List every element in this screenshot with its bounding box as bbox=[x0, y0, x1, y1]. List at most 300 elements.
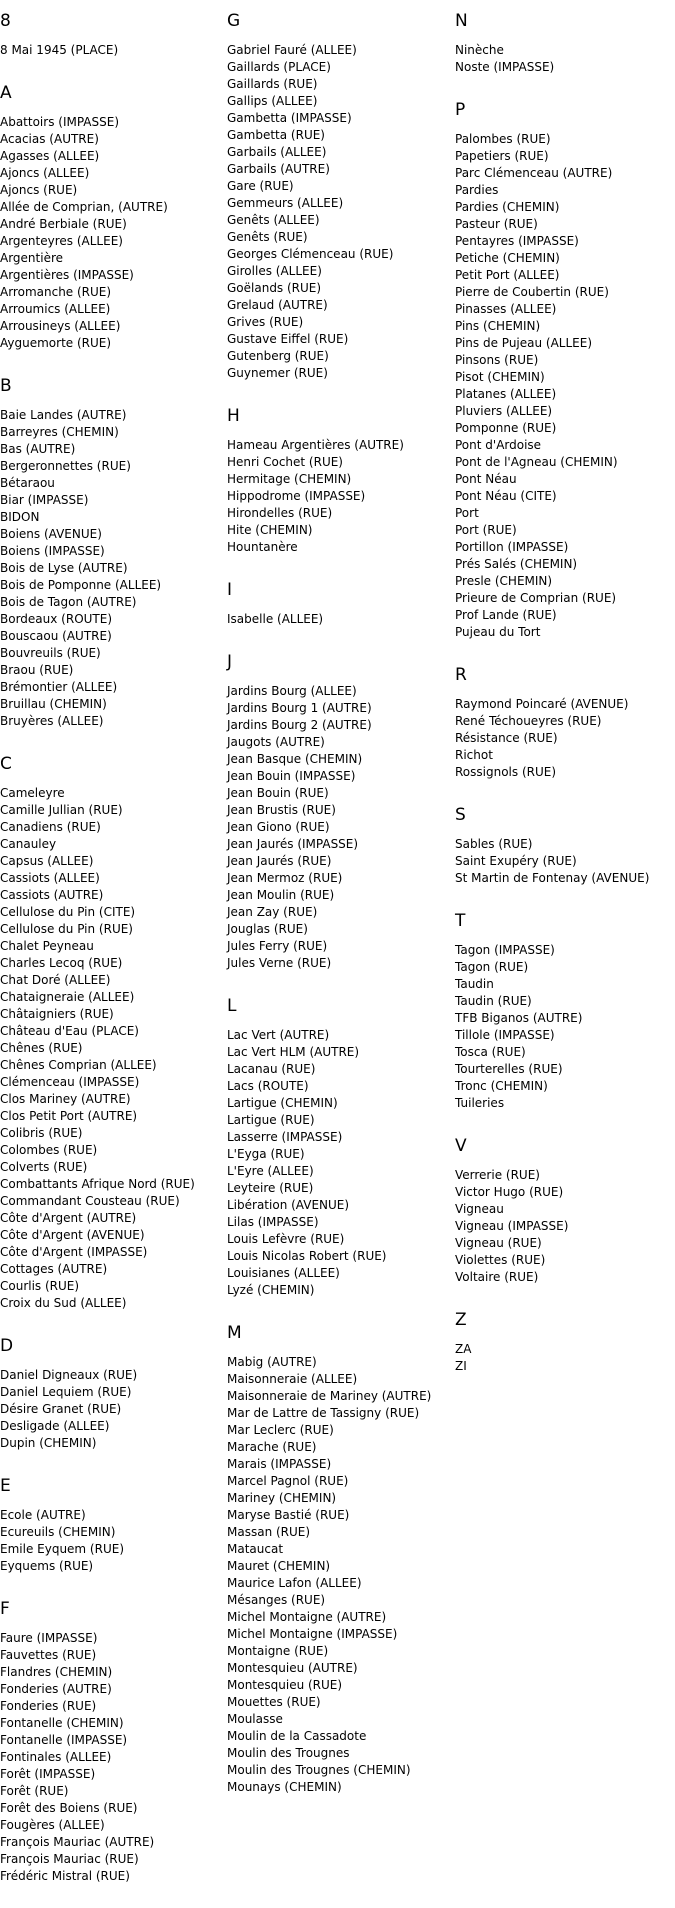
street-link[interactable]: Lasserre (IMPASSE) bbox=[227, 1130, 343, 1144]
street-link[interactable]: René Téchoueyres (RUE) bbox=[455, 714, 602, 728]
street-link[interactable]: Forêt (IMPASSE) bbox=[0, 1767, 96, 1781]
street-link[interactable]: Jean Brustis (RUE) bbox=[227, 803, 336, 817]
street-link[interactable]: Forêt (RUE) bbox=[0, 1784, 69, 1798]
street-link[interactable]: Lacanau (RUE) bbox=[227, 1062, 316, 1076]
street-link[interactable]: Port bbox=[455, 506, 479, 520]
street-link[interactable]: Jules Verne (RUE) bbox=[227, 956, 332, 970]
street-link[interactable]: Résistance (RUE) bbox=[455, 731, 558, 745]
street-link[interactable]: André Berbiale (RUE) bbox=[0, 217, 127, 231]
street-link[interactable]: Faure (IMPASSE) bbox=[0, 1631, 98, 1645]
street-entry bbox=[455, 335, 675, 352]
street-link[interactable]: Jardins Bourg 1 (AUTRE) bbox=[227, 701, 372, 715]
street-entry bbox=[227, 1677, 447, 1694]
street-entry bbox=[0, 1261, 220, 1278]
street-entry bbox=[227, 280, 447, 297]
street-link[interactable]: Grelaud (AUTRE) bbox=[227, 298, 328, 312]
street-link[interactable]: Raymond Poincaré (AVENUE) bbox=[455, 697, 629, 711]
street-link[interactable]: Biar (IMPASSE) bbox=[0, 493, 89, 507]
street-link[interactable]: Garbails (ALLEE) bbox=[227, 145, 327, 159]
letter-heading: P bbox=[455, 100, 466, 120]
street-link[interactable]: Ajoncs (ALLEE) bbox=[0, 166, 90, 180]
street-link[interactable]: Vigneau (RUE) bbox=[455, 1236, 542, 1250]
street-link[interactable]: ZI bbox=[455, 1359, 467, 1373]
street-link[interactable]: Pujeau du Tort bbox=[455, 625, 541, 639]
street-link[interactable]: Jardins Bourg 2 (AUTRE) bbox=[227, 718, 372, 732]
street-link[interactable]: Pont Néau (CITE) bbox=[455, 489, 557, 503]
street-entry bbox=[227, 1078, 447, 1095]
street-link[interactable]: Maisonneraie (ALLEE) bbox=[227, 1372, 358, 1386]
street-link[interactable]: Côte d'Argent (AVENUE) bbox=[0, 1228, 145, 1242]
street-link[interactable]: Bois de Lyse (AUTRE) bbox=[0, 561, 128, 575]
street-link[interactable]: Côte d'Argent (IMPASSE) bbox=[0, 1245, 148, 1259]
street-entry bbox=[0, 904, 220, 921]
street-link[interactable]: Boiens (AVENUE) bbox=[0, 527, 102, 541]
street-entry bbox=[0, 1749, 220, 1766]
letter-heading: G bbox=[227, 11, 241, 31]
street-list bbox=[0, 785, 220, 1312]
street-link[interactable]: Vigneau (IMPASSE) bbox=[455, 1219, 569, 1233]
street-entry bbox=[227, 1507, 447, 1524]
street-entry bbox=[227, 1112, 447, 1129]
letter-heading: I bbox=[227, 580, 233, 600]
street-link[interactable]: Daniel Lequiem (RUE) bbox=[0, 1385, 132, 1399]
street-link[interactable]: Port (RUE) bbox=[455, 523, 517, 537]
street-entry bbox=[227, 802, 447, 819]
street-link[interactable]: Hermitage (CHEMIN) bbox=[227, 472, 352, 486]
street-link[interactable]: Marais (IMPASSE) bbox=[227, 1457, 332, 1471]
street-link[interactable]: Lacs (ROUTE) bbox=[227, 1079, 309, 1093]
street-link[interactable]: Gabriel Fauré (ALLEE) bbox=[227, 43, 357, 57]
street-link[interactable]: Fontinales (ALLEE) bbox=[0, 1750, 112, 1764]
street-link[interactable]: Jean Zay (RUE) bbox=[227, 905, 318, 919]
street-link[interactable]: Baie Landes (AUTRE) bbox=[0, 408, 127, 422]
street-link[interactable]: Taudin bbox=[455, 977, 494, 991]
street-entry bbox=[0, 233, 220, 250]
street-link[interactable]: Jardins Bourg (ALLEE) bbox=[227, 684, 357, 698]
street-link[interactable]: Colibris (RUE) bbox=[0, 1126, 83, 1140]
street-link[interactable]: Chataigneraie (ALLEE) bbox=[0, 990, 135, 1004]
street-link[interactable]: Pont d'Ardoise bbox=[455, 438, 542, 452]
street-entry bbox=[227, 700, 447, 717]
street-link[interactable]: Mounays (CHEMIN) bbox=[227, 1780, 342, 1794]
street-link[interactable]: St Martin de Fontenay (AVENUE) bbox=[455, 871, 650, 885]
street-link[interactable]: Violettes (RUE) bbox=[455, 1253, 546, 1267]
street-entry bbox=[0, 131, 220, 148]
street-list bbox=[227, 437, 447, 556]
street-link[interactable]: Bouvreuils (RUE) bbox=[0, 646, 101, 660]
street-link[interactable]: Hountanère bbox=[227, 540, 298, 554]
street-link[interactable]: Pinsons (RUE) bbox=[455, 353, 539, 367]
street-link[interactable]: Prieure de Comprian (RUE) bbox=[455, 591, 617, 605]
street-entry bbox=[0, 1630, 220, 1647]
street-entry bbox=[227, 904, 447, 921]
street-entry bbox=[455, 730, 675, 747]
street-link[interactable]: Fauvettes (RUE) bbox=[0, 1648, 97, 1662]
street-link[interactable]: Mésanges (RUE) bbox=[227, 1593, 326, 1607]
street-entry bbox=[227, 1541, 447, 1558]
street-link[interactable]: Fougères (ALLEE) bbox=[0, 1818, 105, 1832]
street-link[interactable]: Gaillards (RUE) bbox=[227, 77, 318, 91]
street-entry bbox=[455, 1184, 675, 1201]
street-link[interactable]: Boiens (IMPASSE) bbox=[0, 544, 105, 558]
street-link[interactable]: Arroumics (ALLEE) bbox=[0, 302, 111, 316]
street-link[interactable]: Jean Jaurés (IMPASSE) bbox=[227, 837, 359, 851]
street-link[interactable]: Richot bbox=[455, 748, 493, 762]
street-link[interactable]: Mariney (CHEMIN) bbox=[227, 1491, 337, 1505]
street-link[interactable]: Pasteur (RUE) bbox=[455, 217, 538, 231]
street-entry bbox=[227, 1265, 447, 1282]
street-link[interactable]: Mar de Lattre de Tassigny (RUE) bbox=[227, 1406, 420, 1420]
street-link[interactable]: Désire Granet (RUE) bbox=[0, 1402, 122, 1416]
street-link[interactable]: Brémontier (ALLEE) bbox=[0, 680, 118, 694]
street-link[interactable]: Côte d'Argent (AUTRE) bbox=[0, 1211, 137, 1225]
street-link[interactable]: Ajoncs (RUE) bbox=[0, 183, 78, 197]
street-link[interactable]: Saint Exupéry (RUE) bbox=[455, 854, 577, 868]
street-entry bbox=[227, 246, 447, 263]
street-link[interactable]: Arrousineys (ALLEE) bbox=[0, 319, 121, 333]
street-link[interactable]: Leyteire (RUE) bbox=[227, 1181, 314, 1195]
street-link[interactable]: Bruillau (CHEMIN) bbox=[0, 697, 107, 711]
street-link[interactable]: Bordeaux (ROUTE) bbox=[0, 612, 113, 626]
street-link[interactable]: Pardies (CHEMIN) bbox=[455, 200, 560, 214]
street-link[interactable]: Fonderies (RUE) bbox=[0, 1699, 97, 1713]
street-link[interactable]: Fonderies (AUTRE) bbox=[0, 1682, 112, 1696]
street-link[interactable]: ZA bbox=[455, 1342, 472, 1356]
street-link[interactable]: Jean Bouin (IMPASSE) bbox=[227, 769, 356, 783]
street-entry bbox=[0, 1766, 220, 1783]
street-link[interactable]: Tillole (IMPASSE) bbox=[455, 1028, 555, 1042]
street-link[interactable]: Jean Moulin (RUE) bbox=[227, 888, 335, 902]
street-link[interactable]: Barreyres (CHEMIN) bbox=[0, 425, 119, 439]
street-link[interactable]: Vigneau bbox=[455, 1202, 504, 1216]
street-link[interactable]: Pins de Pujeau (ALLEE) bbox=[455, 336, 593, 350]
street-list bbox=[0, 114, 220, 352]
street-list bbox=[0, 1507, 220, 1575]
street-link[interactable]: Pinasses (ALLEE) bbox=[455, 302, 557, 316]
street-link[interactable]: Guynemer (RUE) bbox=[227, 366, 328, 380]
street-link[interactable]: Georges Clémenceau (RUE) bbox=[227, 247, 394, 261]
letter-group bbox=[455, 1135, 675, 1286]
street-link[interactable]: Fontanelle (CHEMIN) bbox=[0, 1716, 124, 1730]
street-link[interactable]: Canadiens (RUE) bbox=[0, 820, 101, 834]
street-link[interactable]: Bas (AUTRE) bbox=[0, 442, 76, 456]
street-link[interactable]: Tourterelles (RUE) bbox=[455, 1062, 563, 1076]
street-link[interactable]: Tronc (CHEMIN) bbox=[455, 1079, 548, 1093]
street-link[interactable]: Croix du Sud (ALLEE) bbox=[0, 1296, 127, 1310]
street-link[interactable]: Pisot (CHEMIN) bbox=[455, 370, 545, 384]
street-link[interactable]: Argentières (IMPASSE) bbox=[0, 268, 134, 282]
street-link[interactable]: L'Eyga (RUE) bbox=[227, 1147, 305, 1161]
street-link[interactable]: Verrerie (RUE) bbox=[455, 1168, 540, 1182]
street-list bbox=[0, 42, 220, 59]
street-link[interactable]: Bergeronnettes (RUE) bbox=[0, 459, 131, 473]
street-entry bbox=[0, 1227, 220, 1244]
street-entry bbox=[0, 148, 220, 165]
street-link[interactable]: Moulasse bbox=[227, 1712, 283, 1726]
street-link[interactable]: Acacias (AUTRE) bbox=[0, 132, 99, 146]
street-entry bbox=[227, 1248, 447, 1265]
street-link[interactable]: Montesquieu (RUE) bbox=[227, 1678, 343, 1692]
street-link[interactable]: Charles Lecoq (RUE) bbox=[0, 956, 123, 970]
street-link[interactable]: Colverts (RUE) bbox=[0, 1160, 88, 1174]
street-link[interactable]: Courlis (RUE) bbox=[0, 1279, 80, 1293]
street-link[interactable]: Petiche (CHEMIN) bbox=[455, 251, 560, 265]
street-link[interactable]: Moulin des Trougnes bbox=[227, 1746, 350, 1760]
street-link[interactable]: Argenteyres (ALLEE) bbox=[0, 234, 123, 248]
street-link[interactable]: Voltaire (RUE) bbox=[455, 1270, 539, 1284]
street-link[interactable]: Libération (AVENUE) bbox=[227, 1198, 350, 1212]
street-link[interactable]: Fontanelle (IMPASSE) bbox=[0, 1733, 128, 1747]
street-link[interactable]: Jean Jaurés (RUE) bbox=[227, 854, 332, 868]
street-link[interactable]: Lilas (IMPASSE) bbox=[227, 1215, 319, 1229]
street-link[interactable]: Colombes (RUE) bbox=[0, 1143, 98, 1157]
street-entry bbox=[0, 989, 220, 1006]
street-link[interactable]: Gustave Eiffel (RUE) bbox=[227, 332, 349, 346]
street-link[interactable]: Maisonneraie de Mariney (AUTRE) bbox=[227, 1389, 432, 1403]
street-link[interactable]: Cameleyre bbox=[0, 786, 65, 800]
street-link[interactable]: Eyquems (RUE) bbox=[0, 1559, 94, 1573]
street-link[interactable]: Jean Basque (CHEMIN) bbox=[227, 752, 363, 766]
street-link[interactable]: Emile Eyquem (RUE) bbox=[0, 1542, 124, 1556]
street-link[interactable]: Camille Jullian (RUE) bbox=[0, 803, 123, 817]
street-link[interactable]: Rossignols (RUE) bbox=[455, 765, 557, 779]
street-link[interactable]: Louisianes (ALLEE) bbox=[227, 1266, 340, 1280]
street-link[interactable]: Petit Port (ALLEE) bbox=[455, 268, 560, 282]
street-link[interactable]: Mauret (CHEMIN) bbox=[227, 1559, 331, 1573]
street-link[interactable]: Bruyères (ALLEE) bbox=[0, 714, 104, 728]
street-link[interactable]: Gambetta (RUE) bbox=[227, 128, 325, 142]
street-link[interactable]: François Mauriac (AUTRE) bbox=[0, 1835, 155, 1849]
street-link[interactable]: Gallips (ALLEE) bbox=[227, 94, 318, 108]
street-link[interactable]: Presle (CHEMIN) bbox=[455, 574, 553, 588]
street-link[interactable]: Hameau Argentières (AUTRE) bbox=[227, 438, 404, 452]
street-link[interactable]: Taudin (RUE) bbox=[455, 994, 532, 1008]
street-link[interactable]: Abattoirs (IMPASSE) bbox=[0, 115, 120, 129]
street-link[interactable]: Cellulose du Pin (CITE) bbox=[0, 905, 136, 919]
street-link[interactable]: Bois de Pomponne (ALLEE) bbox=[0, 578, 162, 592]
street-link[interactable]: Agasses (ALLEE) bbox=[0, 149, 100, 163]
street-link[interactable]: Lac Vert (AUTRE) bbox=[227, 1028, 330, 1042]
street-link[interactable]: BIDON bbox=[0, 510, 40, 524]
street-link[interactable]: Ecureuils (CHEMIN) bbox=[0, 1525, 116, 1539]
street-link[interactable]: Jean Bouin (RUE) bbox=[227, 786, 329, 800]
street-link[interactable]: Marcel Pagnol (RUE) bbox=[227, 1474, 349, 1488]
street-link[interactable]: Chat Doré (ALLEE) bbox=[0, 973, 111, 987]
street-link[interactable]: Genêts (RUE) bbox=[227, 230, 308, 244]
street-link[interactable]: Cellulose du Pin (RUE) bbox=[0, 922, 133, 936]
street-link[interactable]: Louis Lefèvre (RUE) bbox=[227, 1232, 345, 1246]
street-entry bbox=[0, 1091, 220, 1108]
street-link[interactable]: Jaugots (AUTRE) bbox=[227, 735, 325, 749]
street-link[interactable]: Capsus (ALLEE) bbox=[0, 854, 94, 868]
street-link[interactable]: Châtaigniers (RUE) bbox=[0, 1007, 114, 1021]
street-link[interactable]: Pluviers (ALLEE) bbox=[455, 404, 553, 418]
street-link[interactable]: Michel Montaigne (IMPASSE) bbox=[227, 1627, 398, 1641]
letter-group bbox=[0, 375, 220, 730]
street-entry bbox=[227, 1388, 447, 1405]
street-link[interactable]: Massan (RUE) bbox=[227, 1525, 311, 1539]
street-link[interactable]: Sables (RUE) bbox=[455, 837, 533, 851]
street-link[interactable]: Genêts (ALLEE) bbox=[227, 213, 320, 227]
street-link[interactable]: Lyzé (CHEMIN) bbox=[227, 1283, 315, 1297]
street-link[interactable]: Argentière bbox=[0, 251, 64, 265]
street-link[interactable]: Moulin de la Cassadote bbox=[227, 1729, 367, 1743]
street-link[interactable]: Bois de Tagon (AUTRE) bbox=[0, 595, 137, 609]
street-link[interactable]: Mouettes (RUE) bbox=[227, 1695, 321, 1709]
street-link[interactable]: Gambetta (IMPASSE) bbox=[227, 111, 352, 125]
street-link[interactable]: Hirondelles (RUE) bbox=[227, 506, 333, 520]
street-link[interactable]: Lartigue (CHEMIN) bbox=[227, 1096, 338, 1110]
street-link[interactable]: Parc Clémenceau (AUTRE) bbox=[455, 166, 613, 180]
street-link[interactable]: Garbails (AUTRE) bbox=[227, 162, 330, 176]
street-link[interactable]: Frédéric Mistral (RUE) bbox=[0, 1869, 130, 1883]
street-link[interactable]: Allée de Comprian, (AUTRE) bbox=[0, 200, 168, 214]
street-link[interactable]: Clos Mariney (AUTRE) bbox=[0, 1092, 131, 1106]
letter-heading: T bbox=[455, 911, 466, 931]
street-link[interactable]: Grives (RUE) bbox=[227, 315, 304, 329]
street-link[interactable]: Tagon (RUE) bbox=[455, 960, 529, 974]
street-link[interactable]: Maryse Bastié (RUE) bbox=[227, 1508, 350, 1522]
letter-group bbox=[227, 995, 447, 1299]
street-link[interactable]: Jean Giono (RUE) bbox=[227, 820, 330, 834]
street-link[interactable]: Hippodrome (IMPASSE) bbox=[227, 489, 366, 503]
street-entry bbox=[455, 573, 675, 590]
street-link[interactable]: L'Eyre (ALLEE) bbox=[227, 1164, 314, 1178]
street-entry bbox=[227, 522, 447, 539]
street-link[interactable]: Jules Ferry (RUE) bbox=[227, 939, 328, 953]
street-link[interactable]: François Mauriac (RUE) bbox=[0, 1852, 139, 1866]
street-link[interactable]: Girolles (ALLEE) bbox=[227, 264, 322, 278]
street-entry bbox=[227, 1061, 447, 1078]
street-link[interactable]: Canauley bbox=[0, 837, 57, 851]
street-link[interactable]: Ayguemorte (RUE) bbox=[0, 336, 112, 350]
street-link[interactable]: Arromanche (RUE) bbox=[0, 285, 112, 299]
street-link[interactable]: Tosca (RUE) bbox=[455, 1045, 526, 1059]
street-link[interactable]: Marache (RUE) bbox=[227, 1440, 317, 1454]
street-link[interactable]: Commandant Cousteau (RUE) bbox=[0, 1194, 180, 1208]
street-link[interactable]: Montesquieu (AUTRE) bbox=[227, 1661, 358, 1675]
street-link[interactable]: Montaigne (RUE) bbox=[227, 1644, 329, 1658]
letter-group bbox=[227, 579, 447, 628]
street-entry bbox=[0, 509, 220, 526]
street-entry bbox=[227, 1231, 447, 1248]
street-link[interactable]: Mar Leclerc (RUE) bbox=[227, 1423, 334, 1437]
street-link[interactable]: Gare (RUE) bbox=[227, 179, 294, 193]
street-link[interactable]: TFB Biganos (AUTRE) bbox=[455, 1011, 583, 1025]
street-link[interactable]: Daniel Digneaux (RUE) bbox=[0, 1368, 138, 1382]
street-link[interactable]: Prés Salés (CHEMIN) bbox=[455, 557, 578, 571]
street-link[interactable]: Pardies bbox=[455, 183, 499, 197]
street-link[interactable]: Michel Montaigne (AUTRE) bbox=[227, 1610, 387, 1624]
street-link[interactable]: Henri Cochet (RUE) bbox=[227, 455, 343, 469]
street-link[interactable]: Lartigue (RUE) bbox=[227, 1113, 315, 1127]
street-link[interactable]: Lac Vert HLM (AUTRE) bbox=[227, 1045, 360, 1059]
street-entry bbox=[455, 403, 675, 420]
street-entry bbox=[227, 1180, 447, 1197]
street-link[interactable]: Desligade (ALLEE) bbox=[0, 1419, 110, 1433]
street-link[interactable]: Pentayres (IMPASSE) bbox=[455, 234, 579, 248]
letter-group bbox=[455, 1309, 675, 1375]
street-link[interactable]: Chênes (RUE) bbox=[0, 1041, 83, 1055]
street-link[interactable]: Jouglas (RUE) bbox=[227, 922, 308, 936]
street-link[interactable]: Isabelle (ALLEE) bbox=[227, 612, 324, 626]
street-link[interactable]: Clémenceau (IMPASSE) bbox=[0, 1075, 140, 1089]
street-link[interactable]: Clos Petit Port (AUTRE) bbox=[0, 1109, 138, 1123]
street-link[interactable]: Noste (IMPASSE) bbox=[455, 60, 555, 74]
street-entry bbox=[0, 1040, 220, 1057]
street-entry bbox=[227, 437, 447, 454]
street-entry bbox=[0, 301, 220, 318]
street-link[interactable]: Chênes Comprian (ALLEE) bbox=[0, 1058, 157, 1072]
street-entry bbox=[227, 1163, 447, 1180]
letter-group bbox=[455, 910, 675, 1112]
street-link[interactable]: Forêt des Boiens (RUE) bbox=[0, 1801, 138, 1815]
street-link[interactable]: Palombes (RUE) bbox=[455, 132, 551, 146]
street-link[interactable]: Hite (CHEMIN) bbox=[227, 523, 313, 537]
street-link[interactable]: Jean Mermoz (RUE) bbox=[227, 871, 343, 885]
street-entry bbox=[227, 1214, 447, 1231]
street-link[interactable]: Mabig (AUTRE) bbox=[227, 1355, 317, 1369]
street-link[interactable]: Gutenberg (RUE) bbox=[227, 349, 329, 363]
street-link[interactable]: Pierre de Coubertin (RUE) bbox=[455, 285, 609, 299]
street-link[interactable]: Papetiers (RUE) bbox=[455, 149, 549, 163]
street-link[interactable]: Louis Nicolas Robert (RUE) bbox=[227, 1249, 387, 1263]
street-link[interactable]: Pont de l'Agneau (CHEMIN) bbox=[455, 455, 618, 469]
street-entry bbox=[227, 59, 447, 76]
street-link[interactable]: Portillon (IMPASSE) bbox=[455, 540, 569, 554]
street-link[interactable]: 8 Mai 1945 (PLACE) bbox=[0, 43, 119, 57]
street-link[interactable]: Braou (RUE) bbox=[0, 663, 74, 677]
street-entry bbox=[227, 1422, 447, 1439]
street-link[interactable]: Victor Hugo (RUE) bbox=[455, 1185, 564, 1199]
street-link[interactable]: Platanes (ALLEE) bbox=[455, 387, 557, 401]
street-entry bbox=[0, 1367, 220, 1384]
street-link[interactable]: Château d'Eau (PLACE) bbox=[0, 1024, 139, 1038]
street-link[interactable]: Gaillards (PLACE) bbox=[227, 60, 331, 74]
street-link[interactable]: Flandres (CHEMIN) bbox=[0, 1665, 113, 1679]
street-link[interactable]: Cassiots (ALLEE) bbox=[0, 871, 100, 885]
street-entry bbox=[0, 1057, 220, 1074]
street-link[interactable]: Pont Néau bbox=[455, 472, 517, 486]
street-entry bbox=[227, 229, 447, 246]
street-link[interactable]: Bétaraou bbox=[0, 476, 55, 490]
street-entry bbox=[455, 1218, 675, 1235]
street-link[interactable]: Combattants Afrique Nord (RUE) bbox=[0, 1177, 195, 1191]
street-link[interactable]: Moulin des Trougnes (CHEMIN) bbox=[227, 1763, 411, 1777]
street-link[interactable]: Cassiots (AUTRE) bbox=[0, 888, 104, 902]
street-link[interactable]: Bouscaou (AUTRE) bbox=[0, 629, 112, 643]
street-entry bbox=[455, 284, 675, 301]
street-link[interactable]: Tagon (IMPASSE) bbox=[455, 943, 555, 957]
street-entry bbox=[227, 348, 447, 365]
street-link[interactable]: Tuileries bbox=[455, 1096, 505, 1110]
street-link[interactable]: Cottages (AUTRE) bbox=[0, 1262, 108, 1276]
letter-group bbox=[0, 753, 220, 1312]
street-link[interactable]: Ninèche bbox=[455, 43, 504, 57]
street-link[interactable]: Pins (CHEMIN) bbox=[455, 319, 541, 333]
street-link[interactable]: Maurice Lafon (ALLEE) bbox=[227, 1576, 362, 1590]
street-link[interactable]: Pomponne (RUE) bbox=[455, 421, 557, 435]
street-link[interactable]: Goëlands (RUE) bbox=[227, 281, 322, 295]
street-link[interactable]: Prof Lande (RUE) bbox=[455, 608, 557, 622]
street-list bbox=[227, 1027, 447, 1299]
street-entry bbox=[0, 1698, 220, 1715]
street-link[interactable]: Gemmeurs (ALLEE) bbox=[227, 196, 344, 210]
street-link[interactable]: Dupin (CHEMIN) bbox=[0, 1436, 97, 1450]
street-link[interactable]: Chalet Peyneau bbox=[0, 939, 94, 953]
street-link[interactable]: Ecole (AUTRE) bbox=[0, 1508, 86, 1522]
street-link[interactable]: Mataucat bbox=[227, 1542, 284, 1556]
